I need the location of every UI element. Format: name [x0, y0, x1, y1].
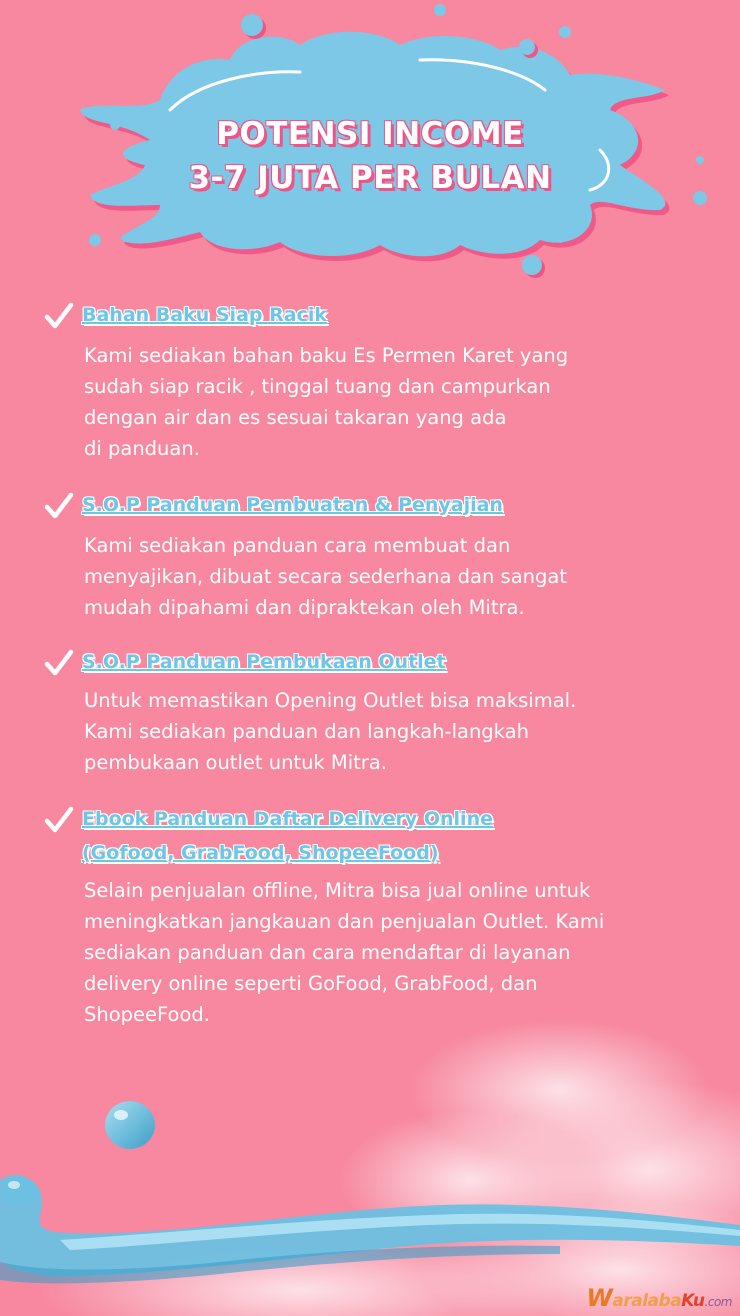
- check-icon: [44, 492, 74, 520]
- check-icon: [44, 302, 74, 330]
- headline: [150, 112, 590, 200]
- feature-title: S.O.P Panduan Pembuatan & Penyajian: [82, 494, 503, 516]
- floating-drop: [105, 1101, 155, 1149]
- headline-line-1: POTENSI INCOME: [216, 116, 524, 152]
- feature-title: S.O.P Panduan Pembukaan Outlet: [82, 651, 446, 673]
- feature-description: Selain penjualan offline, Mitra bisa jual online untuk meningkatkan jangkauan dan penjualan Outlet. Kami sediakan panduan dan cara mendaftar di layanan delivery online seperti GoFood, GrabFood, dan ShopeeFood.: [84, 879, 605, 1026]
- check-icon: [44, 806, 74, 834]
- feature-description: Untuk memastikan Opening Outlet bisa maksimal. Kami sediakan panduan dan langkah-langkah pembukaan outlet untuk Mitra.: [84, 689, 577, 774]
- feature-title: Ebook Panduan Daftar Delivery Online: [82, 808, 493, 830]
- watermark-logo: WaralabaKu.com: [586, 1284, 732, 1312]
- feature-description: Kami sediakan panduan cara membuat dan menyajikan, dibuat secara sederhana dan sangat mudah dipahami dan dipraktekan oleh Mitra.: [84, 534, 567, 619]
- feature-title: Bahan Baku Siap Racik: [82, 304, 327, 326]
- headline-line-2: 3-7 JUTA PER BULAN: [188, 160, 552, 196]
- check-icon: [44, 649, 74, 677]
- feature-title-line-2: (Gofood, GrabFood, ShopeeFood): [82, 842, 439, 864]
- feature-description: Kami sediakan bahan baku Es Permen Karet yang sudah siap racik , tinggal tuang dan campurkan dengan air dan es sesuai takaran yang ada di panduan.: [84, 344, 569, 460]
